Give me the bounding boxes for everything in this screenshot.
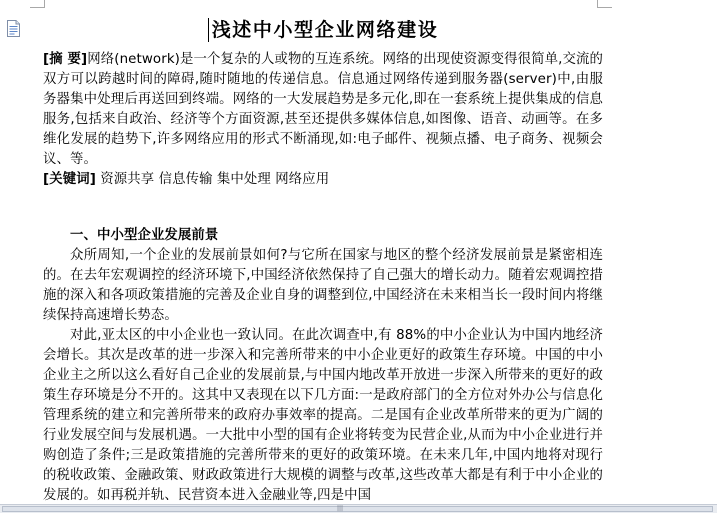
keywords-paragraph	[43, 170, 603, 190]
keywords-text: 资源共享 信息传输 集中处理 网络应用	[95, 172, 330, 187]
abstract-text: 网络(network)是一个复杂的人或物的互连系统。网络的出现使资源变得很简单,交流的双方可以跨越时间的障碍,随时随地的传递信息。信息通过网络传递到服务器(server)中,由服务器集中处理后再送回到终端。网络的一大发展趋势是多元化,即在一套系统上提供集成的信息服务,包括来自政治、经济等个方面资源,甚至还提供多媒体信息,如图像、语音、动画等。在多维化发展的趋势下,许多网络应用的形式不断涌现,如:电子邮件、视频点播、电子商务、视频会议、等。	[43, 52, 603, 167]
horizontal-scrollbar[interactable]	[0, 504, 717, 513]
document-title-text: 浅述中小型企业网络建设	[211, 19, 439, 41]
title-line	[47, 14, 603, 46]
scrollbar-grip-icon: |||	[337, 505, 344, 512]
abstract-paragraph	[43, 50, 603, 170]
crop-mark-right	[597, 0, 612, 8]
scrollbar-thumb[interactable]	[2, 506, 713, 512]
text-cursor	[208, 18, 210, 42]
crop-mark-left	[30, 0, 45, 8]
document-map-icon[interactable]	[6, 20, 21, 37]
document-title	[212, 14, 439, 46]
body-paragraph-2: 对此,亚太区的中小企业也一致认同。在此次调查中,有 88%的中小企业认为中国内地经济会增长。其次是改革的进一步深入和完善所带来的中小企业更好的政策生存环境。中国的中小企业主之所以这么看好自己企业的发展前景,与中国内地改革开放进一步深入所带来的更好的政策生存环境是分不开的。这其中又表现在以下几方面:一是政府部门的全方位对外办公与信息化管理系统的建立和完善所带来的政府办事效率的提高。二是国有企业改革所带来的更为广阔的行业发展空间与发展机遇。一大批中小型的国有企业将转变为民营企业,从而为中小企业进行并购创造了条件;三是政策措施的完善所带来的更好的政策环境。在未来几年,中国内地将对现行的税收政策、金融政策、财政政策进行大规模的调整与改革,这些改革大都是有利于中小企业的发展的。如再税并轨、民营资本进入金融业等,四是中国	[43, 328, 603, 503]
section-heading: 一、中小型企业发展前景	[70, 228, 219, 243]
body-paragraph-1: 众所周知,一个企业的发展前景如何?与它所在国家与地区的整个经济发展前景是紧密相连的。在去年宏观调控的经济环境下,中国经济依然保持了自己强大的增长动力。随着宏观调控措施的深入和各项政策措施的完善及企业自身的调整到位,中国经济在未来相当长一段时间内将继续保持高速增长势态。	[43, 248, 603, 323]
keywords-label: [关键词]	[43, 172, 96, 187]
abstract-label: [摘 要]	[43, 52, 88, 67]
document-body[interactable]	[43, 14, 603, 506]
